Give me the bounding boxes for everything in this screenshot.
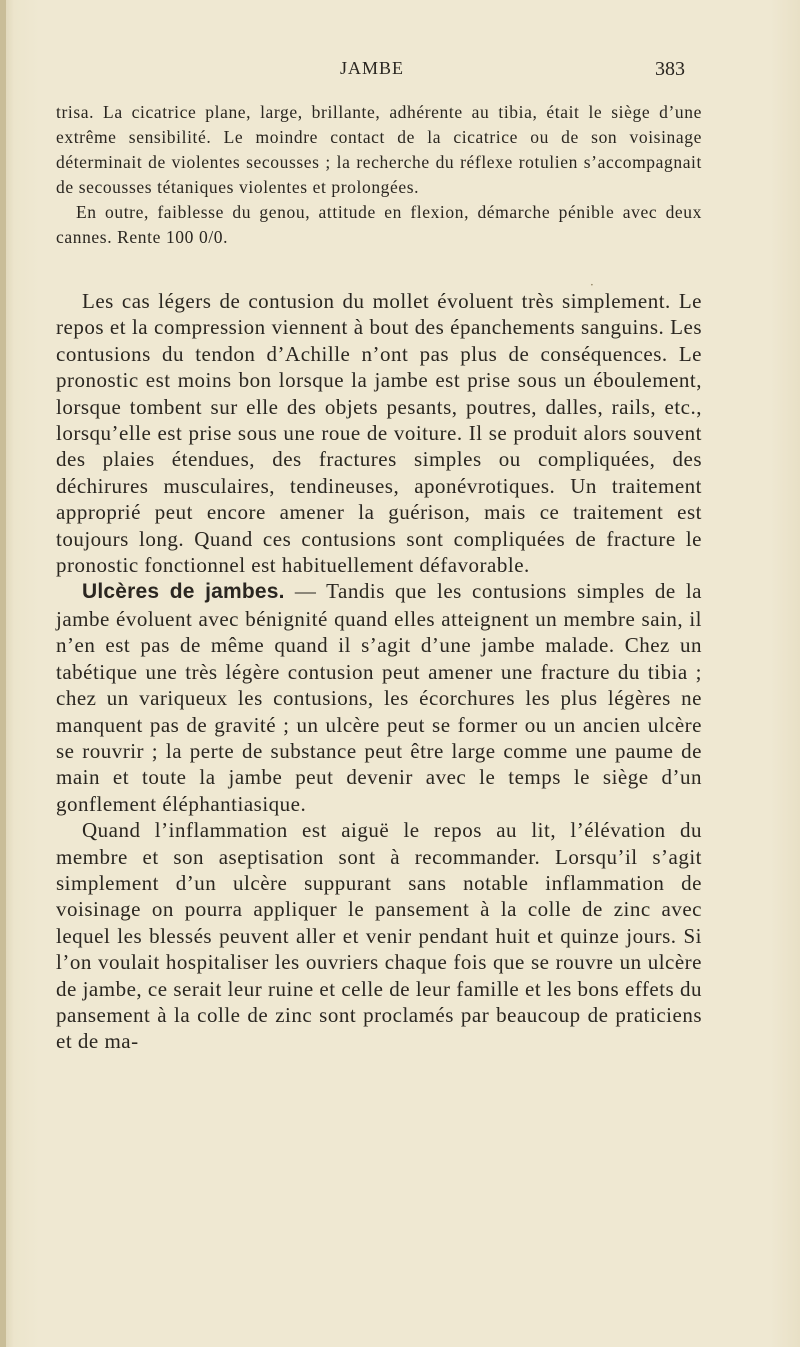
- section-heading-ulceres: Ulcères de jambes.: [82, 580, 285, 604]
- case-note: [56, 100, 702, 250]
- case-note-paragraph: En outre, faiblesse du genou, attitude en flexion, démarche pénible avec deux cannes. Rente 100 0/0.: [56, 202, 702, 247]
- case-note-paragraph: trisa. La cicatrice plane, large, brillante, adhérente au tibia, était le siège d’une extrême sensibilité. Le moindre contact de la cicatrice ou de son voisinage déterminait de violentes secousses ; la recherche du réflexe rotulien s’accompagnait de secousses tétaniques violentes et prolongées.: [56, 102, 702, 197]
- separator-mark: ·: [590, 278, 594, 292]
- running-head: JAMBE: [340, 58, 405, 78]
- page-spine-edge: [0, 0, 6, 1347]
- paragraph-inflammation: Quand l’inflammation est aiguë le repos au lit, l’élévation du membre et son aseptisation sont à recommander. Lorsqu’il s’agit simplement d’un ulcère suppurant sans notable inflammation de voisinage on pourra appliquer le pansement à la colle de zinc avec lequel les blessés peuvent aller et venir pendant huit et quinze jours. Si l’on voulait hospitaliser les ouvriers chaque fois que se rouvre un ulcère de jambe, ce serait leur ruine et celle de leur famille et les bons effets du pansement à la colle de zinc sont proclamés par beaucoup de praticiens et de ma-: [56, 818, 702, 1054]
- paragraph-ulceres: [56, 578, 702, 817]
- paragraph-contusions: Les cas légers de contusion du mollet évoluent très simplement. Le repos et la compression viennent à bout des épanchements sanguins. Les contusions du tendon d’Achille n’ont pas plus de conséquences. Le pronostic est moins bon lorsque la jambe est prise sous un éboulement, lorsque tombent sur elle des objets pesants, poutres, dalles, rails, etc., lorsqu’elle est prise sous une roue de voiture. Il se produit alors souvent des plaies étendues, des fractures simples ou compliquées, des déchirures musculaires, tendineuses, aponévrotiques. Un traitement approprié peut encore amener la guérison, mais ce traitement est toujours long. Quand ces contusions sont compliquées de fracture le pronostic fonctionnel est habituellement défavorable.: [56, 289, 702, 578]
- ulceres-text: — Tandis que les contusions simples de la jambe évoluent avec bénignité quand elles atteignent un membre sain, il n’en est pas de même quand il s’agit d’une jambe malade. Chez un tabétique une très légère contusion peut amener une fracture du tibia ; chez un variqueux les contusions, les écorchures les plus légères ne manquent pas de gravité ; un ulcère peut se former ou un ancien ulcère se rouvrir ; la perte de substance peut être large comme une paume de main et toute la jambe peut devenir avec le temps le siège d’un gonflement éléphantiasique.: [56, 579, 703, 816]
- page-number: 383: [655, 58, 685, 80]
- main-text: [56, 288, 702, 1055]
